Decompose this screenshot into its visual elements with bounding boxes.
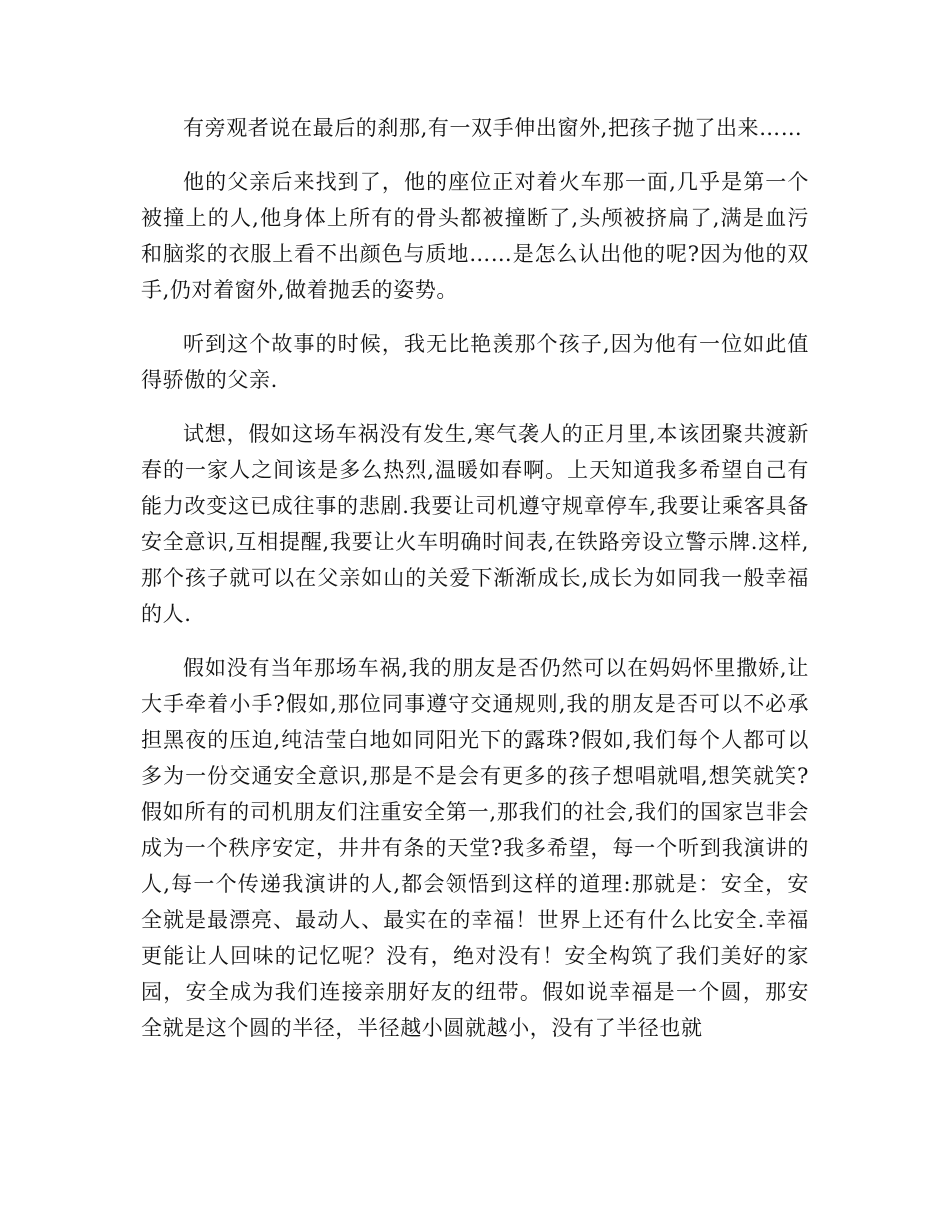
paragraph-4: 试想，假如这场车祸没有发生,寒气袭人的正月里,本该团聚共渡新春的一家人之间该是多么热烈,温暖如春啊。上天知道我多希望自己有能力改变这已成往事的悲剧.我要让司机遵守规章停车,我要让乘客具备安全意识,互相提醒,我要让火车明确时间表,在铁路旁设立警示牌.这样,那个孩子就可以在父亲如山的关爱下渐渐成长,成长为如同我一般幸福的人.: [141, 422, 809, 626]
paragraph-3: 听到这个故事的时候，我无比艳羡那个孩子,因为他有一位如此值得骄傲的父亲.: [141, 332, 809, 392]
document-body: [141, 110, 809, 1046]
paragraph-5: 假如没有当年那场车祸,我的朋友是否仍然可以在妈妈怀里撒娇,让大手牵着小手?假如,那位同事遵守交通规则,我的朋友是否可以不必承担黑夜的压迫,纯洁莹白地如同阳光下的露珠?假如,我们每个人都可以多为一份交通安全意识,那是不是会有更多的孩子想唱就唱,想笑就笑?假如所有的司机朋友们注重安全第一,那我们的社会,我们的国家岂非会成为一个秩序安定，井井有条的天堂?我多希望，每一个听到我演讲的人,每一个传递我演讲的人,都会领悟到这样的道理:那就是：安全，安全就是最漂亮、最动人、最实在的幸福！世界上还有什么比安全.幸福更能让人回味的记忆呢？没有，绝对没有！安全构筑了我们美好的家园，安全成为我们连接亲朋好友的纽带。假如说幸福是一个圆，那安全就是这个圆的半径，半径越小圆就越小，没有了半径也就: [141, 656, 809, 1040]
paragraph-2: 他的父亲后来找到了，他的座位正对着火车那一面,几乎是第一个被撞上的人,他身体上所有的骨头都被撞断了,头颅被挤扁了,满是血污和脑浆的衣服上看不出颜色与质地……是怎么认出他的呢?因为他的双手,仍对着窗外,做着抛丢的姿势。: [141, 170, 809, 302]
paragraph-1: 有旁观者说在最后的刹那,有一双手伸出窗外,把孩子抛了出来……: [183, 116, 803, 140]
